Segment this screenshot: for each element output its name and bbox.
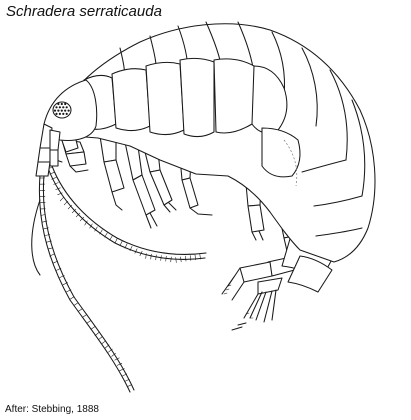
illustration-credit: After: Stebbing, 1888 — [5, 404, 99, 415]
species-title: Schradera serraticauda — [6, 3, 162, 20]
gnathopod-2 — [100, 136, 124, 210]
antenna-peduncle — [36, 124, 60, 176]
antenna-flagellum — [32, 200, 40, 275]
